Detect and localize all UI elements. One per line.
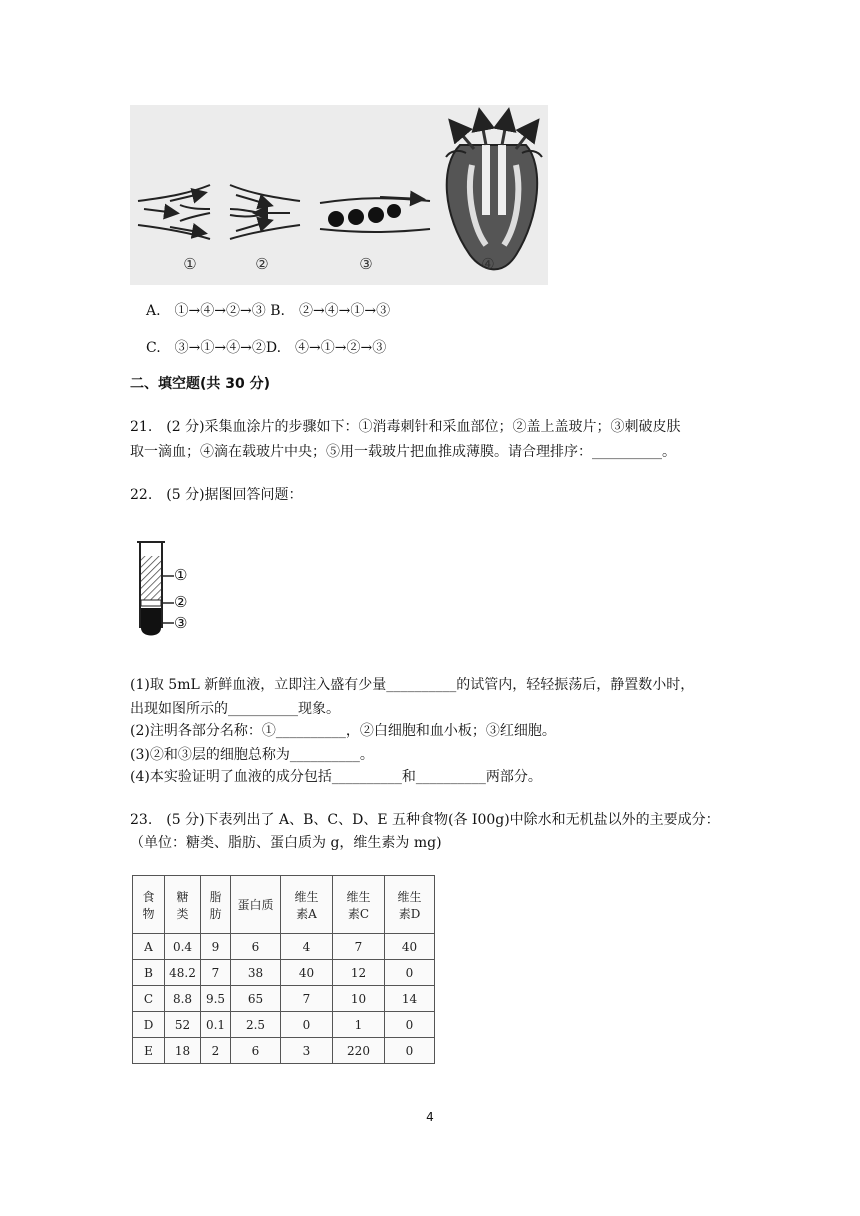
nutrition-table: [132, 875, 435, 1064]
table-row: [133, 986, 435, 1012]
table-cell: E: [133, 1038, 165, 1064]
q22-sub3: (3)②和③层的细胞总称为__________。: [130, 747, 374, 763]
vessel-2-icon: [230, 185, 300, 239]
table-cell: 0: [385, 1012, 435, 1038]
section-title: 二、填空题(共 30 分): [130, 376, 271, 392]
table-cell: 0.1: [201, 1012, 231, 1038]
table-cell: A: [133, 934, 165, 960]
page-number: 4: [426, 1110, 434, 1124]
table-cell: 12: [333, 960, 385, 986]
header-vitamin-d: 维生 素D: [385, 876, 435, 934]
tube-label-3: ③: [174, 614, 188, 632]
header-food: 食 物: [133, 876, 165, 934]
figure-label-3: ③: [359, 255, 373, 273]
table-cell: 40: [385, 934, 435, 960]
header-protein: 蛋白质: [231, 876, 281, 934]
table-cell: C: [133, 986, 165, 1012]
q22-sub1-line-2: 出现如图所示的__________现象。: [130, 701, 340, 717]
table-cell: 18: [165, 1038, 201, 1064]
table-cell: 6: [231, 1038, 281, 1064]
heart-icon: [446, 113, 542, 269]
nutrition-table-wrap: [132, 875, 435, 1064]
header-sugar: 糖 类: [165, 876, 201, 934]
q23-line-2: （单位：糖类、脂肪、蛋白质为 g，维生素为 mg): [130, 835, 442, 851]
q21-line-2: 取一滴血；④滴在载玻片中央；⑤用一载玻片把血推成薄膜。请合理排序：__________。: [130, 444, 676, 460]
test-tube-icon: [130, 528, 210, 650]
table-cell: 38: [231, 960, 281, 986]
q20-options-line-1: A. ①→④→②→③ B. ②→④→①→③: [146, 303, 391, 319]
q23-line-1: 23. (5 分)下表列出了 A、B、C、D、E 五种食物(各 I00g)中除水和无机盐以外的主要成分：: [130, 812, 720, 828]
blood-flow-figure: [130, 105, 548, 285]
table-cell: 6: [231, 934, 281, 960]
table-cell: 3: [281, 1038, 333, 1064]
q22-sub4: (4)本实验证明了血液的成分包括__________和__________两部分。: [130, 769, 542, 785]
table-cell: 14: [385, 986, 435, 1012]
table-cell: 52: [165, 1012, 201, 1038]
figure-label-1: ①: [183, 255, 197, 273]
table-cell: D: [133, 1012, 165, 1038]
q22-sub1-line-1: (1)取 5mL 新鲜血液，立即注入盛有少量__________的试管内，轻轻振荡后，静置数小时，: [130, 677, 695, 693]
table-cell: 0.4: [165, 934, 201, 960]
figure-label-4: ④: [481, 255, 495, 273]
table-cell: 0: [281, 1012, 333, 1038]
table-cell: 7: [281, 986, 333, 1012]
table-cell: 8.8: [165, 986, 201, 1012]
table-cell: 10: [333, 986, 385, 1012]
table-cell: 40: [281, 960, 333, 986]
table-cell: 9.5: [201, 986, 231, 1012]
table-row: [133, 934, 435, 960]
q22-heading: 22. (5 分)据图回答问题：: [130, 487, 303, 503]
table-cell: 2: [201, 1038, 231, 1064]
header-vitamin-a: 维生 素A: [281, 876, 333, 934]
table-row: [133, 960, 435, 986]
test-tube-figure: [130, 528, 210, 650]
table-cell: 0: [385, 1038, 435, 1064]
table-cell: 220: [333, 1038, 385, 1064]
header-vitamin-c: 维生 素C: [333, 876, 385, 934]
table-cell: 9: [201, 934, 231, 960]
figure-label-2: ②: [255, 255, 269, 273]
table-cell: 4: [281, 934, 333, 960]
table-cell: B: [133, 960, 165, 986]
vessel-1-icon: [138, 185, 210, 239]
table-header-row: [133, 876, 435, 934]
q20-options-line-2: C. ③→①→④→②D. ④→①→②→③: [146, 340, 387, 356]
table-cell: 65: [231, 986, 281, 1012]
table-cell: 48.2: [165, 960, 201, 986]
header-fat: 脂 肪: [201, 876, 231, 934]
q21-line-1: 21. (2 分)采集血涂片的步骤如下：①消毒刺针和采血部位；②盖上盖玻片；③刺破皮肤: [130, 419, 681, 435]
vessel-3-icon: [320, 197, 430, 232]
table-cell: 1: [333, 1012, 385, 1038]
q22-sub2: (2)注明各部分名称：①__________，②白细胞和血小板；③红细胞。: [130, 723, 556, 739]
table-row: [133, 1012, 435, 1038]
table-cell: 2.5: [231, 1012, 281, 1038]
table-cell: 7: [201, 960, 231, 986]
tube-label-2: ②: [174, 593, 188, 611]
table-cell: 0: [385, 960, 435, 986]
tube-label-1: ①: [174, 566, 188, 584]
table-cell: 7: [333, 934, 385, 960]
table-row: [133, 1038, 435, 1064]
